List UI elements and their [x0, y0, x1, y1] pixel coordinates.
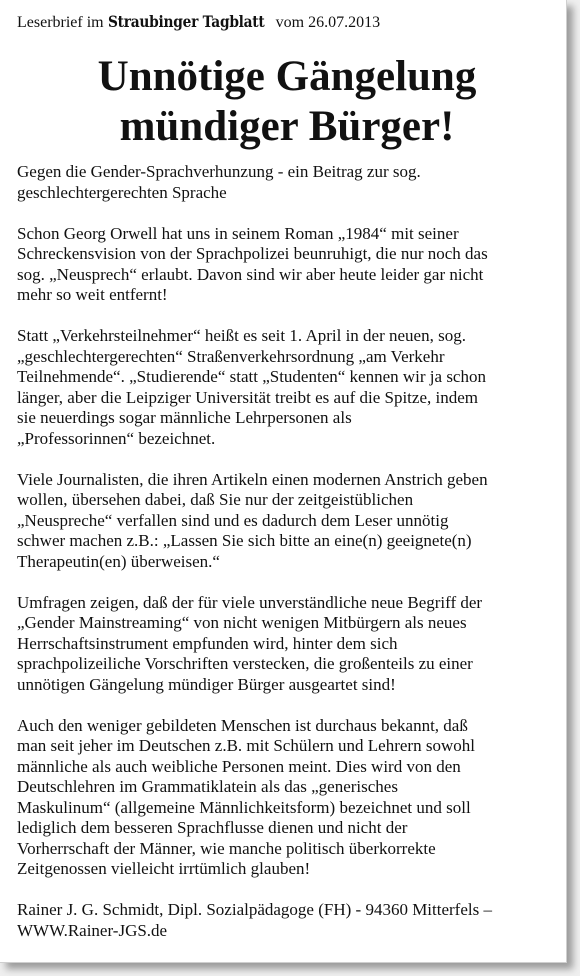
text-line: länger, aber die Leipziger Universität treibt es auf die Spitze, indem [17, 387, 478, 407]
source-prefix: Leserbrief im [17, 14, 104, 31]
text-line: „geschlechtergerechten“ Straßenverkehrsordnung „am Verkehr [17, 346, 445, 366]
headline [17, 52, 557, 152]
text-line: sog. „Neusprech“ erlaubt. Davon sind wir aber heute leider gar nicht [17, 264, 484, 284]
text-line: man seit jeher im Deutschen z.B. mit Schülern und Lehrern sowohl [17, 736, 475, 755]
text-line: Maskulinum“ (allgemeine Männlichkeitsform) bezeichnet und soll [17, 797, 471, 817]
text-line: Auch den weniger gebildeten Menschen ist durchaus bekannt, daß [17, 715, 468, 735]
text-line: sprachpolizeiliche Vorschriften verstecken, die großenteils zu einer [17, 654, 473, 673]
headline-line-2: mündiger Bürger! [119, 103, 455, 150]
text-line: schwer machen z.B.: „Lassen Sie sich bitte an eine(n) geeignete(n) [17, 531, 472, 550]
letter-body [17, 162, 557, 962]
source-line [17, 12, 380, 33]
body-paragraph [17, 470, 557, 573]
text-line: mehr so weit entfernt! [17, 285, 168, 304]
text-line: „Professorinnen“ bezeichnet. [17, 428, 216, 448]
body-paragraph [17, 716, 557, 880]
text-line: Gegen die Gender-Sprachverhunzung - ein Beitrag zur sog. [17, 162, 421, 181]
text-line: geschlechtergerechten Sprache [17, 182, 227, 202]
text-line: „Neuspreche“ verfallen sind und es dadurch dem Leser unnötig [17, 510, 449, 530]
body-paragraph [17, 326, 557, 449]
text-line: Statt „Verkehrsteilnehmer“ heißt es seit 1. April in der neuen, sog. [17, 326, 466, 345]
text-line: wollen, übersehen dabei, daß Sie nur der zeitgeistüblichen [17, 490, 414, 509]
text-line: männliche als auch weibliche Personen meint. Dies wird von den [17, 756, 461, 776]
newspaper-masthead: Straubinger Tagblatt [107, 12, 265, 31]
text-line: WWW.Rainer-JGS.de [17, 920, 168, 940]
body-paragraph [17, 224, 557, 306]
source-date: vom 26.07.2013 [275, 14, 381, 31]
headline-line-1: Unnötige Gängelung [97, 53, 477, 100]
text-line: Umfragen zeigen, daß der für viele unverständliche neue Begriff der [17, 592, 483, 612]
text-line: Deutschlehren im Grammatiklatein als das „generisches [17, 777, 398, 796]
text-line: Therapeutin(en) überweisen.“ [17, 551, 220, 571]
text-line: sie neuerdings sogar männliche Lehrpersonen als [17, 408, 352, 427]
signature-paragraph [17, 900, 557, 941]
text-line: Schon Georg Orwell hat uns in seinem Roman „1984“ mit seiner [17, 223, 459, 243]
text-line: Vorherrschaft der Männer, wie manche politisch überkorrekte [17, 838, 436, 858]
text-line: Herrschaftsinstrument empfunden wird, hinter dem sich [17, 633, 398, 653]
body-paragraph [17, 593, 557, 696]
text-line: Rainer J. G. Schmidt, Dipl. Sozialpädagoge (FH) - 94360 Mitterfels – [17, 900, 492, 919]
text-line: Teilnehmende“. „Studierende“ statt „Studenten“ kennen wir ja schon [17, 367, 486, 386]
text-line: unnötigen Gängelung mündiger Bürger ausgeartet sind! [17, 674, 396, 694]
body-paragraph [17, 162, 557, 203]
text-line: Viele Journalisten, die ihren Artikeln einen modernen Anstrich geben [17, 469, 488, 489]
text-line: Schreckensvision von der Sprachpolizei beunruhigt, die nur noch das [17, 244, 488, 263]
text-line: Zeitgenossen vielleicht irrtümlich glauben! [17, 859, 311, 878]
text-line: lediglich dem besseren Sprachflusse dienen und nicht der [17, 818, 408, 837]
text-line: „Gender Mainstreaming“ von nicht wenigen Mitbürgern als neues [17, 613, 467, 632]
